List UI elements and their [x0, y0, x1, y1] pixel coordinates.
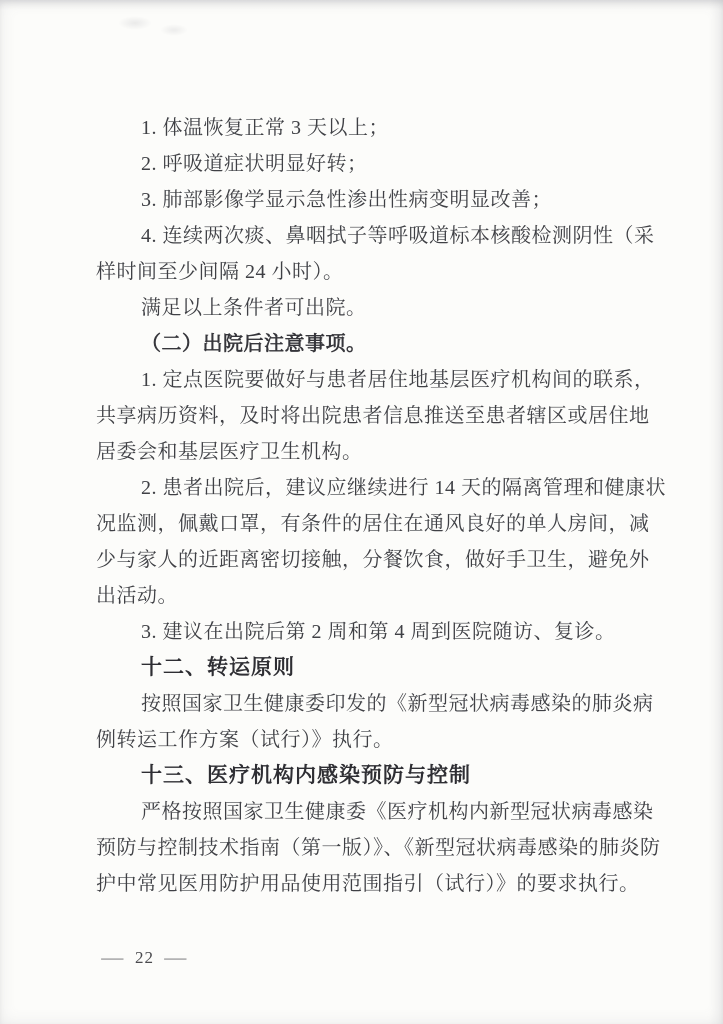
- scan-edge-shadow-right: [709, 0, 723, 1024]
- body-line: 满足以上条件者可出院。: [141, 297, 367, 319]
- body-line: 严格按照国家卫生健康委《医疗机构内新型冠状病毒感染: [141, 801, 654, 823]
- list-item-line: 1. 体温恢复正常 3 天以上；: [141, 117, 389, 139]
- body-line: 护中常见医用防护用品使用范围指引（试行）》的要求执行。: [96, 873, 640, 895]
- list-item-line: 样时间至少间隔 24 小时）。: [96, 261, 344, 283]
- list-item-line: 1. 定点医院要做好与患者居住地基层医疗机构间的联系，: [141, 369, 655, 391]
- list-item-line: 2. 呼吸道症状明显好转；: [141, 153, 368, 175]
- list-item-line: 出活动。: [96, 585, 178, 607]
- list-item-line: 2. 患者出院后，建议应继续进行 14 天的隔离管理和健康状: [141, 477, 666, 499]
- page-footer: [101, 948, 188, 968]
- body-line: 例转运工作方案（试行）》执行。: [96, 729, 394, 751]
- scan-edge-shadow-top: [0, 0, 723, 10]
- footer-right-dash: —: [164, 948, 188, 967]
- sub-heading: （二）出院后注意事项。: [141, 333, 367, 355]
- footer-left-dash: —: [101, 948, 125, 967]
- list-item-line: 少与家人的近距离密切接触，分餐饮食，做好手卫生，避免外: [96, 549, 650, 571]
- list-item-line: 居委会和基层医疗卫生机构。: [96, 441, 363, 463]
- section-heading-13: 十三、医疗机构内感染预防与控制: [141, 764, 471, 787]
- section-heading-12: 十二、转运原则: [141, 656, 295, 679]
- list-item-line: 3. 建议在出院后第 2 周和第 4 周到医院随访、复诊。: [141, 621, 616, 643]
- scan-artifact: [160, 24, 188, 36]
- scan-artifact: [118, 16, 152, 30]
- list-item-line: 3. 肺部影像学显示急性渗出性病变明显改善；: [141, 189, 552, 211]
- document-body: [96, 110, 666, 902]
- body-line: 预防与控制技术指南（第一版）》、《新型冠状病毒感染的肺炎防: [96, 837, 661, 859]
- list-item-line: 况监测，佩戴口罩，有条件的居住在通风良好的单人房间，减: [96, 513, 650, 535]
- page-number: 22: [135, 948, 154, 967]
- list-item-line: 4. 连续两次痰、鼻咽拭子等呼吸道标本核酸检测阴性（采: [141, 225, 655, 247]
- body-line: 按照国家卫生健康委印发的《新型冠状病毒感染的肺炎病: [141, 693, 654, 715]
- list-item-line: 共享病历资料，及时将出院患者信息推送至患者辖区或居住地: [96, 405, 650, 427]
